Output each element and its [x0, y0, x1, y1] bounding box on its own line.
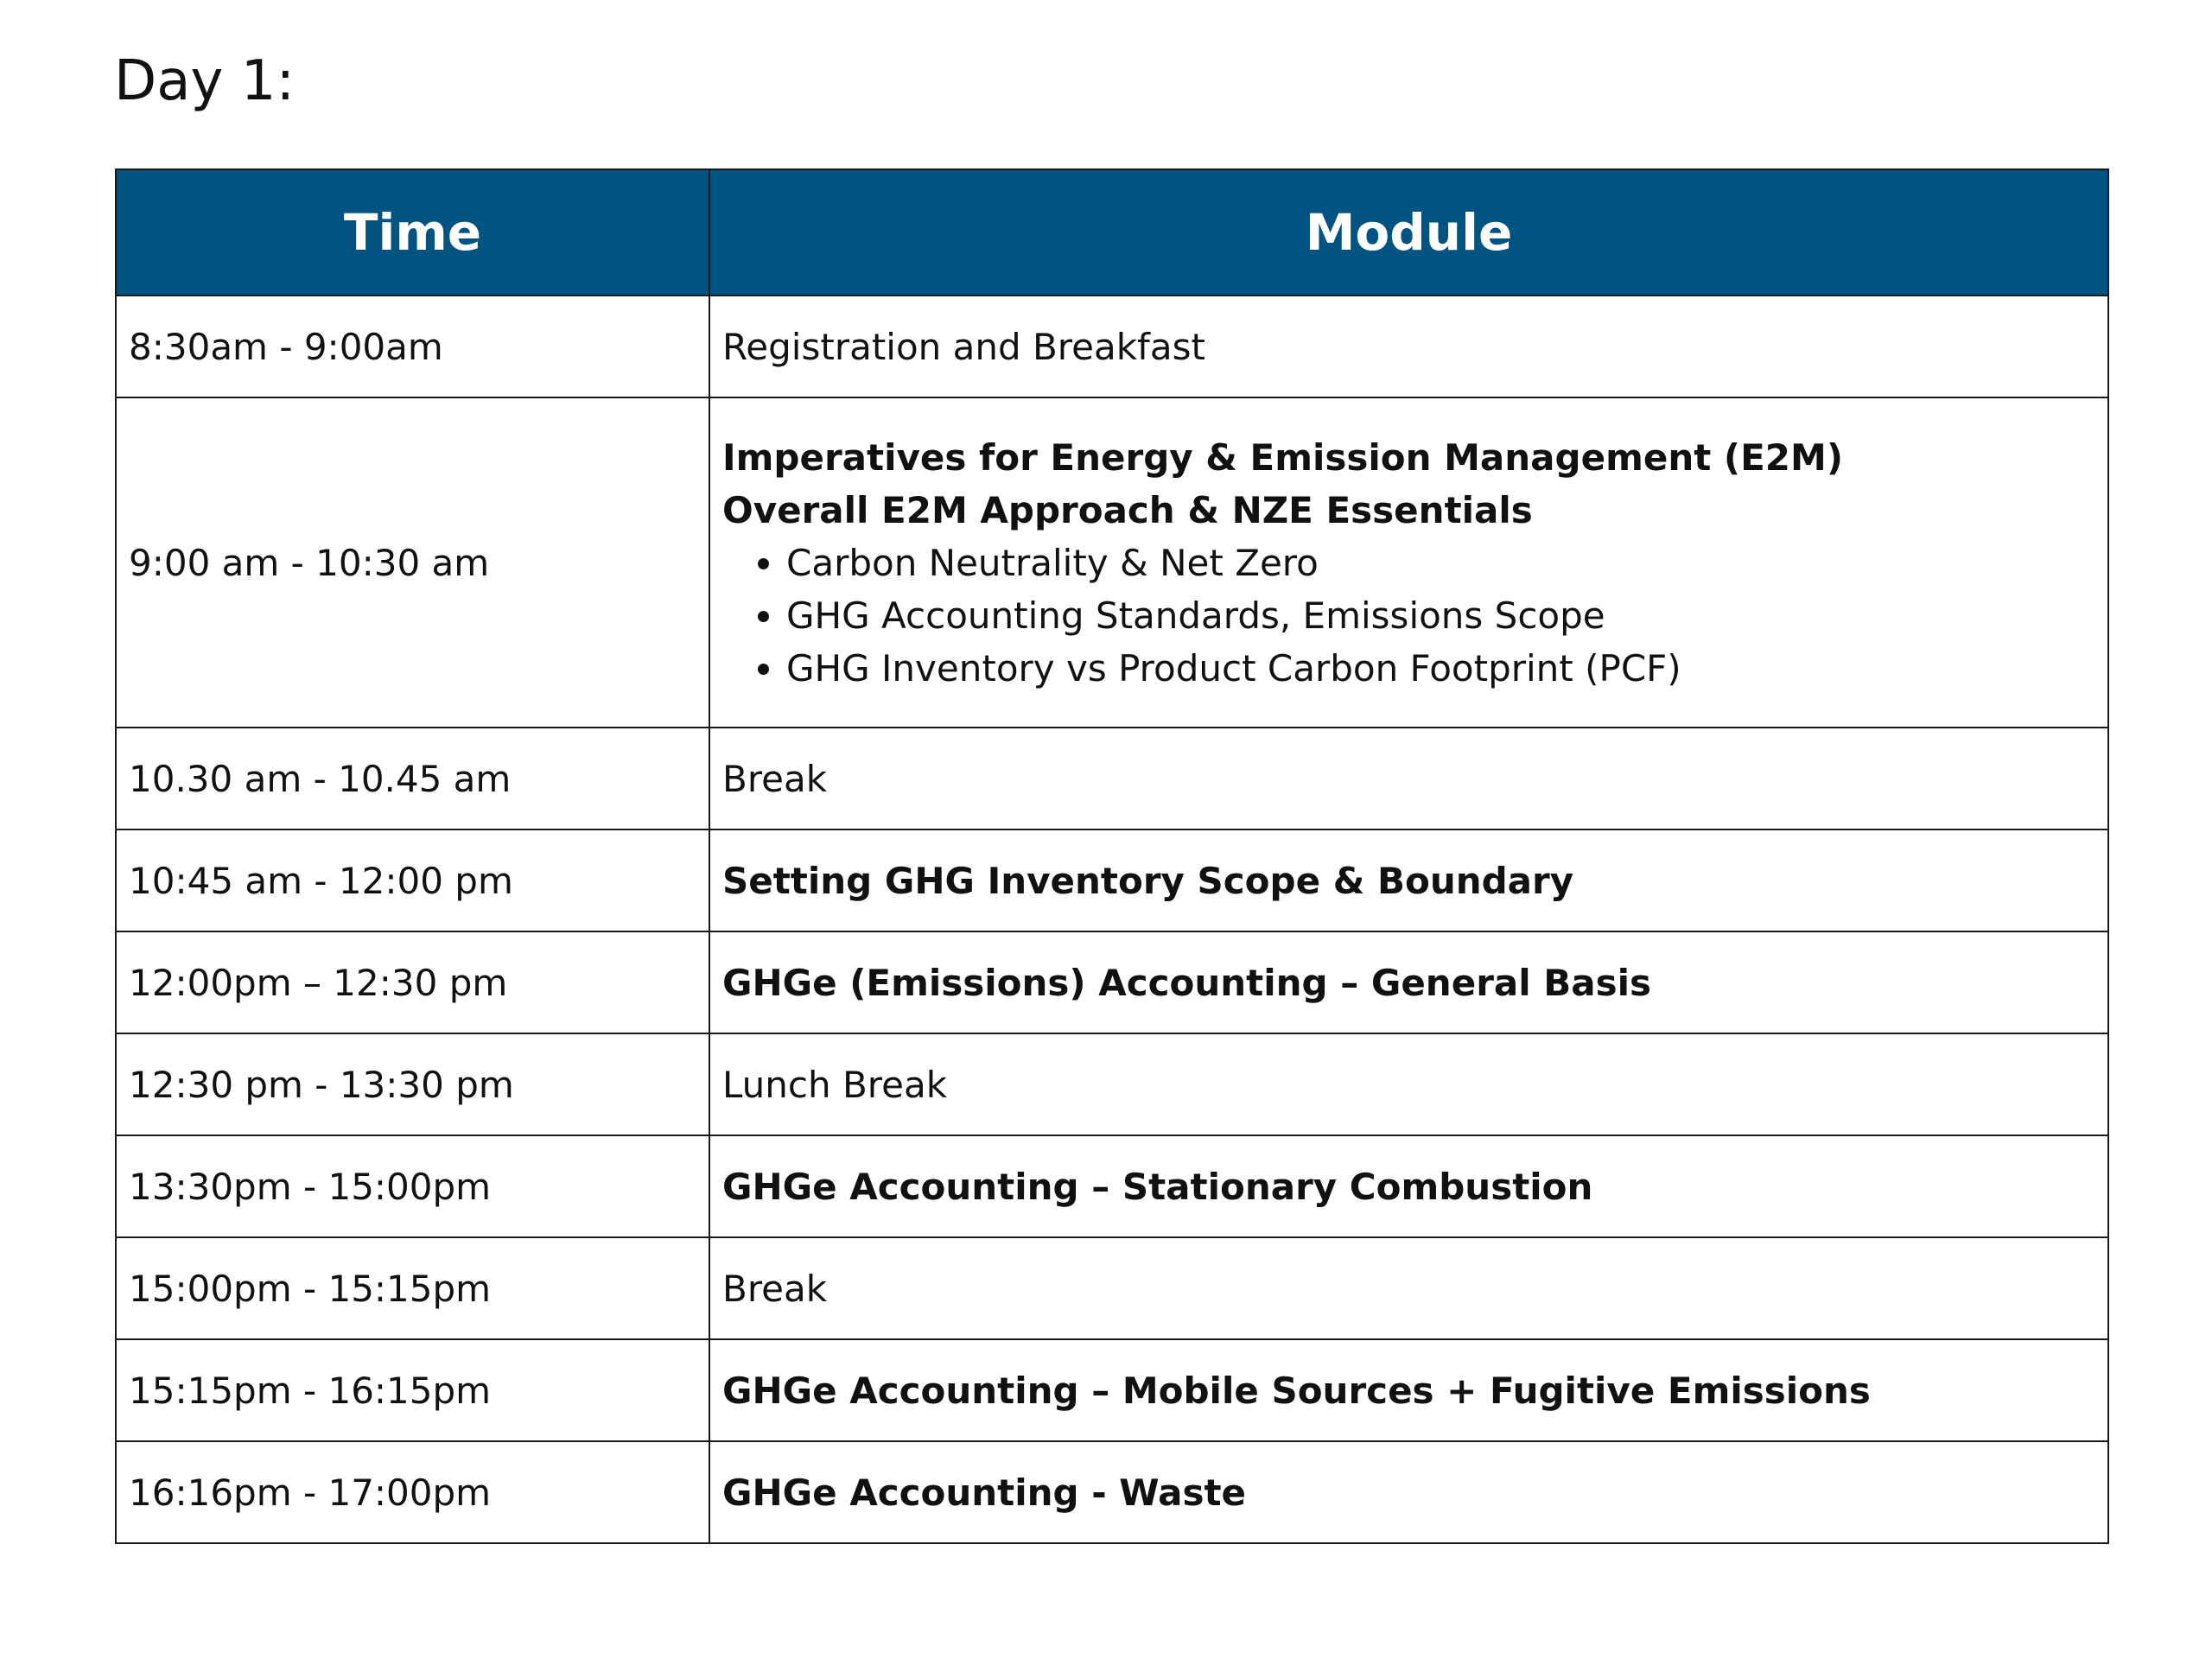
time-cell: 15:15pm - 16:15pm [116, 1339, 709, 1441]
table-row [116, 1339, 2108, 1441]
module-cell: Registration and Breakfast [709, 296, 2108, 397]
table-row [116, 728, 2108, 830]
table-row [116, 830, 2108, 931]
table-row [116, 397, 2108, 728]
module-cell: Lunch Break [709, 1033, 2108, 1135]
table-row [116, 1135, 2108, 1237]
table-row [116, 1237, 2108, 1339]
module-cell: GHGe Accounting – Mobile Sources + Fugitive Emissions [709, 1339, 2108, 1441]
list-item: • GHG Inventory vs Product Carbon Footprint (PCF) [786, 642, 2095, 695]
time-cell: 12:00pm – 12:30 pm [116, 931, 709, 1033]
module-cell: Break [709, 1237, 2108, 1339]
module-column-header: Module [709, 169, 2108, 296]
module-cell: GHGe Accounting – Stationary Combustion [709, 1135, 2108, 1237]
list-item: • GHG Accounting Standards, Emissions Scope [786, 589, 2095, 642]
module-bullet-list [722, 537, 2095, 695]
module-cell: Setting GHG Inventory Scope & Boundary [709, 830, 2108, 931]
page-title: Day 1: [114, 49, 295, 113]
module-cell: GHGe Accounting - Waste [709, 1441, 2108, 1543]
module-heading: Imperatives for Energy & Emission Management (E2M) [722, 435, 1844, 479]
time-cell: 10.30 am - 10.45 am [116, 728, 709, 830]
time-cell: 13:30pm - 15:00pm [116, 1135, 709, 1237]
module-cell: Break [709, 728, 2108, 830]
time-cell: 9:00 am - 10:30 am [116, 397, 709, 728]
time-cell: 8:30am - 9:00am [116, 296, 709, 397]
table-row [116, 1033, 2108, 1135]
agenda-table [115, 168, 2109, 1544]
time-cell: 15:00pm - 15:15pm [116, 1237, 709, 1339]
time-cell: 10:45 am - 12:00 pm [116, 830, 709, 931]
module-cell: GHGe (Emissions) Accounting – General Basis [709, 931, 2108, 1033]
time-cell: 12:30 pm - 13:30 pm [116, 1033, 709, 1135]
module-heading: Overall E2M Approach & NZE Essentials [722, 488, 1533, 531]
table-row [116, 296, 2108, 397]
table-row [116, 931, 2108, 1033]
time-cell: 16:16pm - 17:00pm [116, 1441, 709, 1543]
time-column-header: Time [116, 169, 709, 296]
list-item: • Carbon Neutrality & Net Zero [786, 537, 2095, 589]
table-header-row [116, 169, 2108, 296]
module-cell [709, 397, 2108, 728]
table-row [116, 1441, 2108, 1543]
